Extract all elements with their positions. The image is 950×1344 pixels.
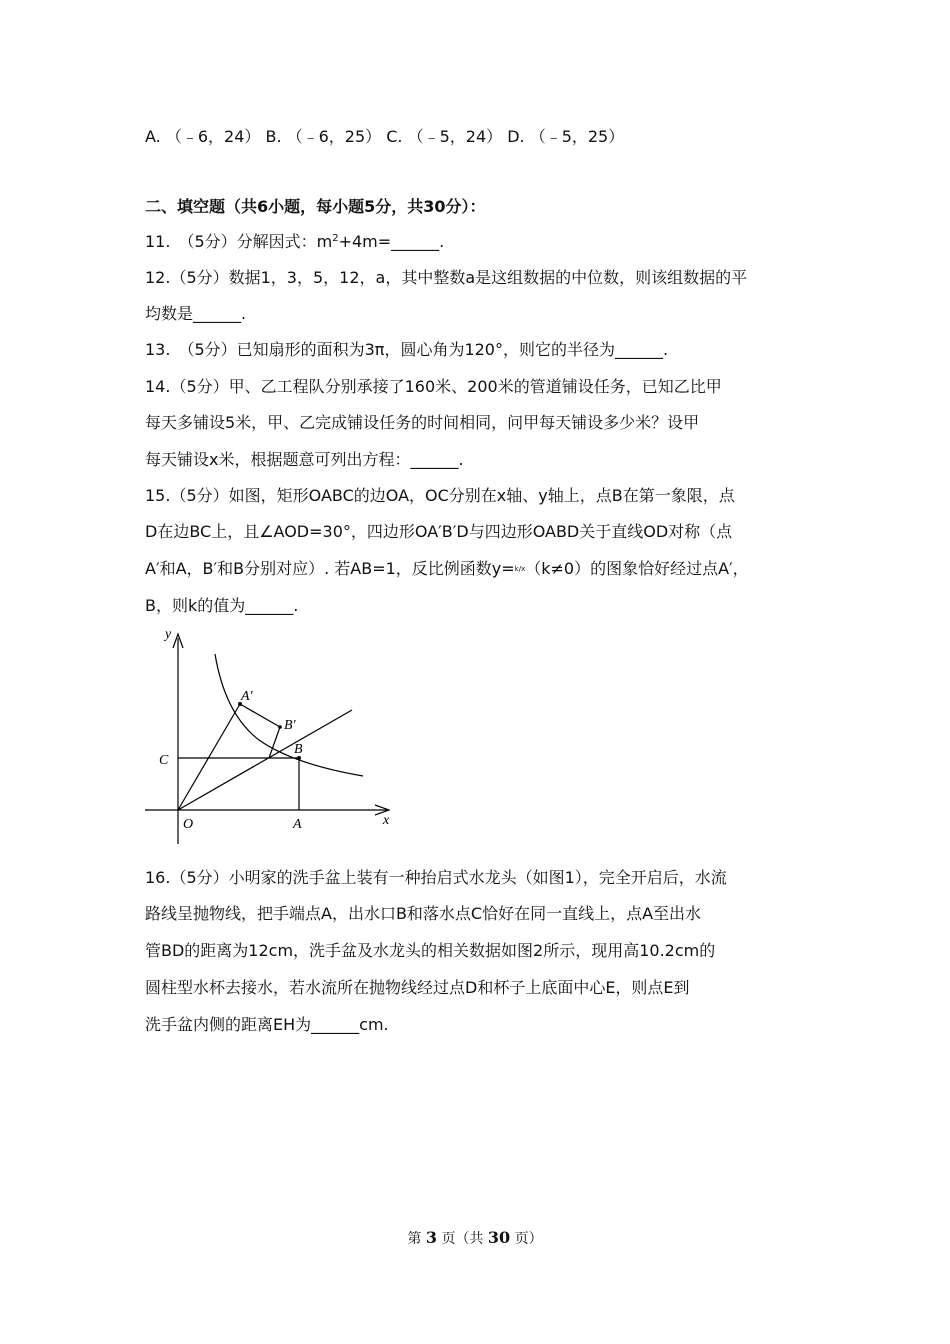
segment-B-prime-D <box>269 727 280 758</box>
q15-line-3 <box>145 557 749 581</box>
segment-OA-prime <box>178 704 240 810</box>
label-B-prime: B′ <box>284 718 296 733</box>
q15-line-3-post: （k≠0）的图象恰好经过点A′， <box>525 559 749 578</box>
label-y: y <box>165 627 172 642</box>
q15-line-2: D在边BC上，且∠AOD=30°，四边形OA′B′D与四边形OABD关于直线OD对称（点 <box>145 522 733 541</box>
line-OD <box>178 710 352 810</box>
q16-line-3: 管BD的距离为12cm，洗手盆及水龙头的相关数据如图2所示，现用高10.2cm的 <box>145 941 716 960</box>
q15-line-4: B，则k的值为______. <box>145 596 299 615</box>
label-A: A <box>293 817 302 832</box>
q16-line-5: 洗手盆内侧的距离EH为______cm. <box>145 1015 389 1034</box>
footer-pre: 第 <box>407 1231 422 1247</box>
q16-line-2: 路线呈抛物线，把手端点A，出水口B和落水点C恰好在同一直线上，点A至出水 <box>145 904 702 923</box>
footer-mid: 页（共 <box>441 1231 484 1247</box>
label-O: O <box>183 817 194 832</box>
label-C: C <box>159 753 169 768</box>
q13: 13. （5分）已知扇形的面积为3π，圆心角为120°，则它的半径为______. <box>145 340 669 359</box>
label-B: B <box>294 742 303 757</box>
q16-line-1: 16.（5分）小明家的洗手盆上装有一种抬启式水龙头（如图1），完全开启后，水流 <box>145 868 727 887</box>
q12-line-1: 12.（5分）数据1，3，5，12，a，其中整数a是这组数据的中位数，则该组数据的平 <box>145 268 748 287</box>
q16-line-4: 圆柱型水杯去接水，若水流所在抛物线经过点D和杯子上底面中心E，则点E到 <box>145 978 690 997</box>
section-title: 二、填空题（共6小题，每小题5分，共30分）： <box>145 197 486 216</box>
footer-page-number: 3 <box>425 1228 437 1247</box>
q10-options: A. （﹣6，24） B. （﹣6，25） C. （﹣5，24） D. （﹣5，25） <box>145 127 625 146</box>
label-x: x <box>383 813 390 828</box>
q11-pre: 11. （5分）分解因式：m <box>145 232 333 251</box>
q15-figure <box>143 624 395 846</box>
q15-fraction: k/x <box>514 565 526 573</box>
q11 <box>145 230 444 254</box>
q14-line-3: 每天铺设x米，根据题意可列出方程：______. <box>145 450 464 469</box>
q11-post: +4m=______. <box>338 232 445 251</box>
footer-post: 页） <box>514 1231 543 1247</box>
q15-line-1: 15.（5分）如图，矩形OABC的边OA，OC分别在x轴、y轴上，点B在第一象限，点 <box>145 486 735 505</box>
page-footer <box>0 1228 950 1248</box>
q14-line-2: 每天多铺设5米，甲、乙完成铺设任务的时间相同，问甲每天铺设多少米？设甲 <box>145 413 700 432</box>
footer-total-pages: 30 <box>487 1228 511 1247</box>
label-A-prime: A′ <box>241 689 253 704</box>
q14-line-1: 14.（5分）甲、乙工程队分别承接了160米、200米的管道铺设任务，已知乙比甲 <box>145 377 722 396</box>
segment-A-prime-B-prime <box>240 704 280 727</box>
point-B-prime <box>278 725 282 729</box>
q12-line-2: 均数是______. <box>145 304 247 323</box>
q11-sup: 2 <box>332 233 339 244</box>
q15-line-3-pre: A′和A，B′和B分别对应）. 若AB=1，反比例函数y= <box>145 559 515 578</box>
